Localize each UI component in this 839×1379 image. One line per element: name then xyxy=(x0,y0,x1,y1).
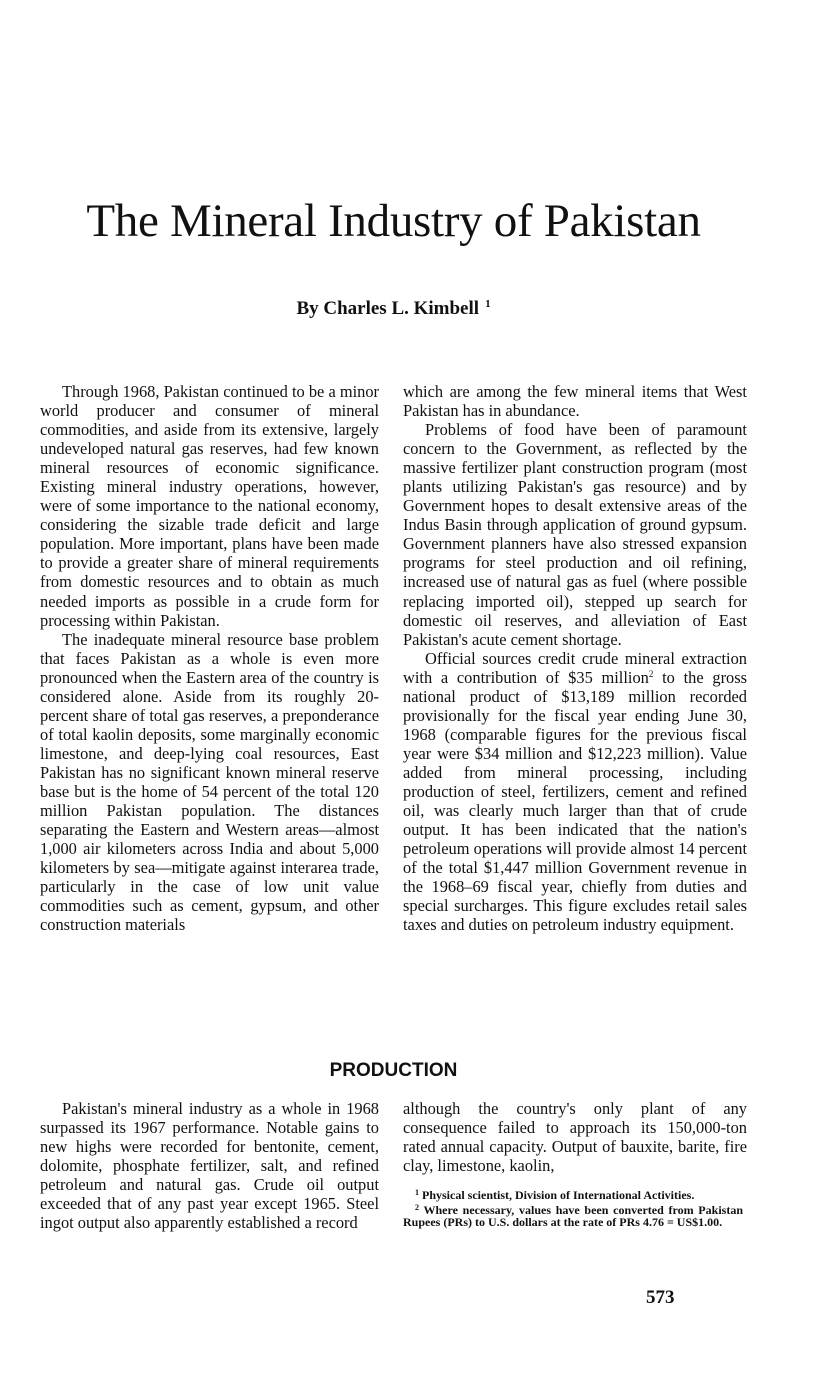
production-paragraph-continued: although the country's only plant of any consequence failed to approach its 150,000-ton rated annual capacity. Output of bauxite, barite, fire clay, limestone, kaolin, xyxy=(403,1099,747,1176)
production-paragraph: Pakistan's mineral industry as a whole in 1968 surpassed its 1967 performance. Notable gains to new highs were recorded for bentonite, cement, dolomite, phosphate fertilizer, salt, and refined petroleum and natural gas. Crude oil output exceeded that of any past year except 1965. Steel ingot output also apparently established a record xyxy=(40,1099,379,1233)
footnote xyxy=(403,1202,743,1229)
intro-left-column xyxy=(40,382,379,934)
official-text-part1: Official sources credit crude mineral extraction with a contribution of $35 million xyxy=(403,648,747,687)
intro-paragraph: Problems of food have been of paramount concern to the Government, as reflected by the massive fertilizer plant construction program (most plants utilizing Pakistan's gas resource) and by Government hopes to desalt extensive areas of the Indus Basin through application of ground gypsum. Government planners have also stressed expansion programs for steel production and oil refining, increased use of natural gas as fuel (where possible replacing imported oil), stepped up search for domestic oil reserves, and alleviation of East Pakistan's acute cement shortage. xyxy=(403,420,747,649)
footnote-text: Physical scientist, Division of International Activities. xyxy=(422,1188,695,1202)
byline xyxy=(0,298,787,320)
intro-paragraph-official xyxy=(403,649,747,935)
intro-paragraph-continued: which are among the few mineral items that West Pakistan has in abundance. xyxy=(403,382,747,421)
footnote-ref-2: 2 xyxy=(648,668,654,679)
footnotes xyxy=(403,1187,743,1229)
intro-paragraph: Through 1968, Pakistan continued to be a minor world producer and consumer of mineral commodities, and aside from its extensive, largely undeveloped natural gas reserves, had few known mineral resources of economic significance. Existing mineral industry operations, however, were of some importance to the national economy, considering the sizable trade deficit and large population. More important, plans have been made to provide a greater share of mineral requirements from domestic resources and to obtain as much needed imports as possible in a crude form for processing within Pakistan. xyxy=(40,382,379,630)
intro-paragraph: The inadequate mineral resource base problem that faces Pakistan as a whole is even more pronounced when the Eastern area of the country is considered alone. Aside from its roughly 20-percent share of total gas reserves, a preponderance of total kaolin deposits, some marginally economic limestone, and deep-lying coal resources, East Pakistan has no significant known mineral reserve base but is the home of 54 percent of the total 120 million Pakistan population. The distances separating the Eastern and Western areas—almost 1,000 air kilometers across India and about 5,000 kilometers by sea—mitigate against interarea trade, particularly in the case of low unit value commodities such as cement, gypsum, and other construction materials xyxy=(40,629,379,935)
footnote-number: 1 xyxy=(415,1188,419,1197)
page-number: 573 xyxy=(646,1287,675,1308)
footnote-number: 2 xyxy=(415,1202,419,1212)
footnote-text: Where necessary, values have been converted from Pakistan Rupees (PRs) to U.S. dollars at the rate of PRs 4.76 = US$1.00. xyxy=(403,1202,743,1230)
article-title: The Mineral Industry of Pakistan xyxy=(86,195,701,247)
section-heading-production: PRODUCTION xyxy=(329,1060,458,1081)
footnote xyxy=(403,1187,743,1202)
intro-right-column xyxy=(403,382,747,934)
official-text-part2: to the gross national product of $13,189 million recorded provisionally for the fiscal year ending June 30, 1968 (comparable figures for the previous fiscal year were $34 million and $12,223 million). Value added from mineral processing, including production of steel, fertilizers, cement and refined oil, was clearly much larger than that of crude output. It has been indicated that the nation's petroleum operations will provide almost 14 percent of the total $1,447 million Government revenue in the 1968–69 fiscal year, chiefly from duties and special surcharges. This figure excludes retail sales taxes and duties on petroleum industry equipment. xyxy=(403,667,747,935)
footnote-ref-1: 1 xyxy=(485,298,491,310)
production-left-column xyxy=(40,1099,379,1232)
production-right-column xyxy=(403,1099,747,1175)
author-name: By Charles L. Kimbell xyxy=(296,298,480,319)
